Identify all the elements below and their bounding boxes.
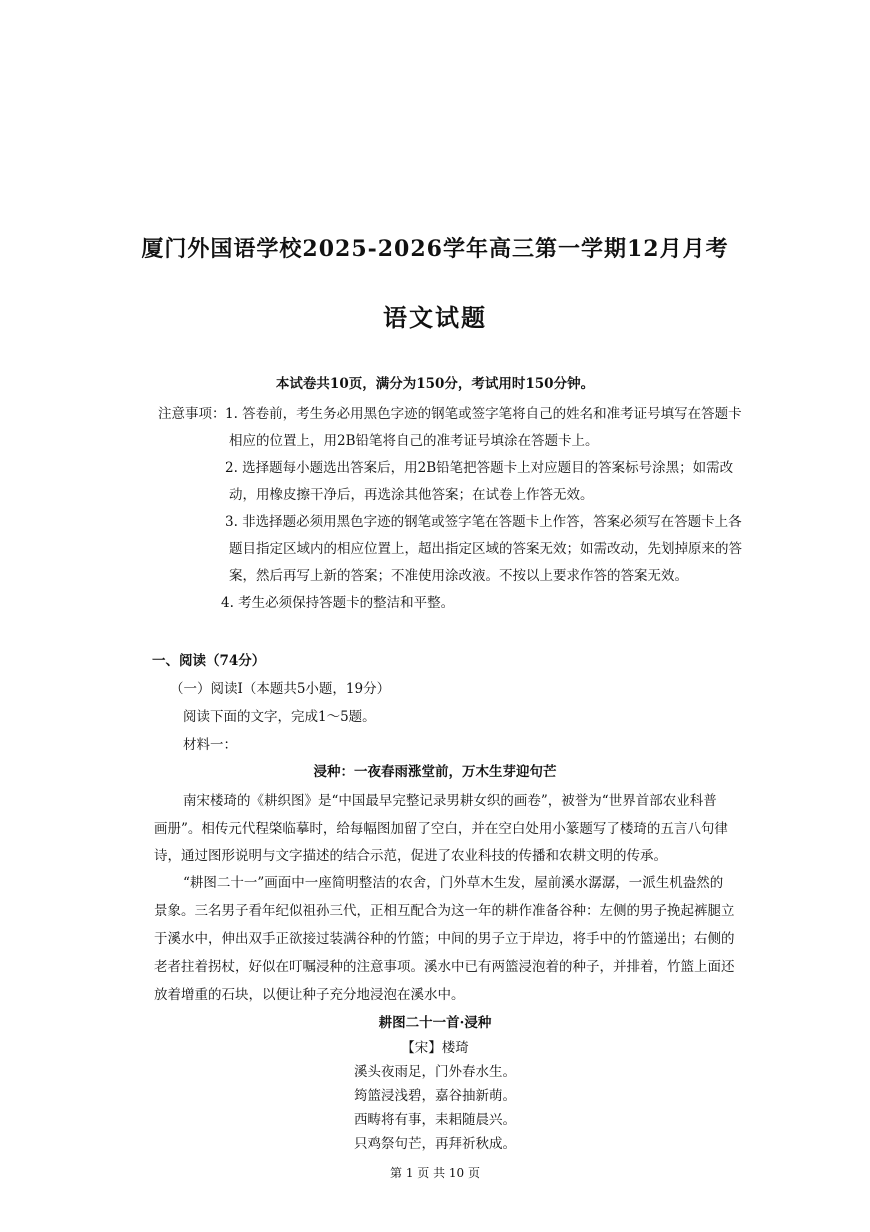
exam-subtitle: 语文试题 [383,303,487,332]
material-label: 材料一： [183,737,237,753]
notice-line: 题目指定区域内的相应位置上，超出指定区域的答案无效；如需改动，先划掉原来的答 [229,541,742,557]
notice-line: 相应的位置上，用2B铅笔将自己的准考证号填涂在答题卡上。 [229,433,599,449]
page-footer: 第 1 页 共 10 页 [390,1166,480,1180]
poem-line: 筠篮浸浅碧，嘉谷抽新萌。 [354,1088,516,1104]
article-line: 南宋楼琦的《耕织图》是“中国最早完整记录男耕女织的画卷”，被誉为“世界首部农业科普 [183,793,717,809]
notice-line: 3. 非选择题必须用黑色字迹的钢笔或签字笔在答题卡上作答，答案必须写在答题卡上各 [225,514,742,530]
sub-section-heading: （一）阅读Ⅰ（本题共5小题，19分） [170,681,391,697]
poem-line: 西畴将有事，耒耜随晨兴。 [354,1112,516,1128]
reading-instruction: 阅读下面的文字，完成1～5题。 [183,709,376,725]
notice-line: 1. 答卷前，考生务必用黑色字迹的钢笔或签字笔将自己的姓名和准考证号填写在答题卡 [225,406,742,422]
notice-line: 动，用橡皮擦干净后，再选涂其他答案；在试卷上作答无效。 [229,487,594,503]
exam-title: 厦门外国语学校2025-2026学年高三第一学期12月月考 [141,236,729,262]
article-line: 画册”。相传元代程棨临摹时，给每幅图加留了空白，并在空白处用小篆题写了楼琦的五言八句律 [154,821,728,837]
poem-line: 溪头夜雨足，门外春水生。 [354,1064,516,1080]
article-line: 老者拄着拐杖，好似在叮嘱浸种的注意事项。溪水中已有两篮浸泡着的种子，并排着，竹篮上面还 [154,959,735,975]
article-line: 景象。三名男子看年纪似祖孙三代，正相互配合为这一年的耕作准备谷种：左侧的男子挽起裤腿立 [154,903,735,919]
section-heading: 一、阅读（74分） [152,653,266,669]
notice-line: 案，然后再写上新的答案；不准使用涂改液。不按以上要求作答的答案无效。 [229,568,688,584]
poem-title: 耕图二十一首·浸种 [378,1015,492,1031]
notice-line: 2. 选择题每小题选出答案后，用2B铅笔把答题卡上对应题目的答案标号涂黑；如需改 [225,460,734,476]
poem-author: 【宋】楼琦 [401,1040,469,1056]
article-line: 放着增重的石块，以便让种子充分地浸泡在溪水中。 [154,987,465,1003]
notice-line: 4. 考生必须保持答题卡的整洁和平整。 [221,595,455,611]
article-line: “耕图二十一”画面中一座简明整洁的农舍，门外草木生发，屋前溪水潺潺，一派生机盎然的 [183,875,724,891]
notice-label: 注意事项： [158,406,226,422]
exam-intro: 本试卷共10页，满分为150分，考试用时150分钟。 [275,376,595,392]
poem-line: 只鸡祭句芒，再拜祈秋成。 [354,1136,516,1152]
article-title: 浸种：一夜春雨涨堂前，万木生芽迎句芒 [313,764,557,780]
article-line: 于溪水中，伸出双手正欲接过装满谷种的竹篮；中间的男子立于岸边，将手中的竹篮递出；右侧的 [154,931,735,947]
article-line: 诗，通过图形说明与文字描述的结合示范，促进了农业科技的传播和农耕文明的传承。 [154,848,667,864]
